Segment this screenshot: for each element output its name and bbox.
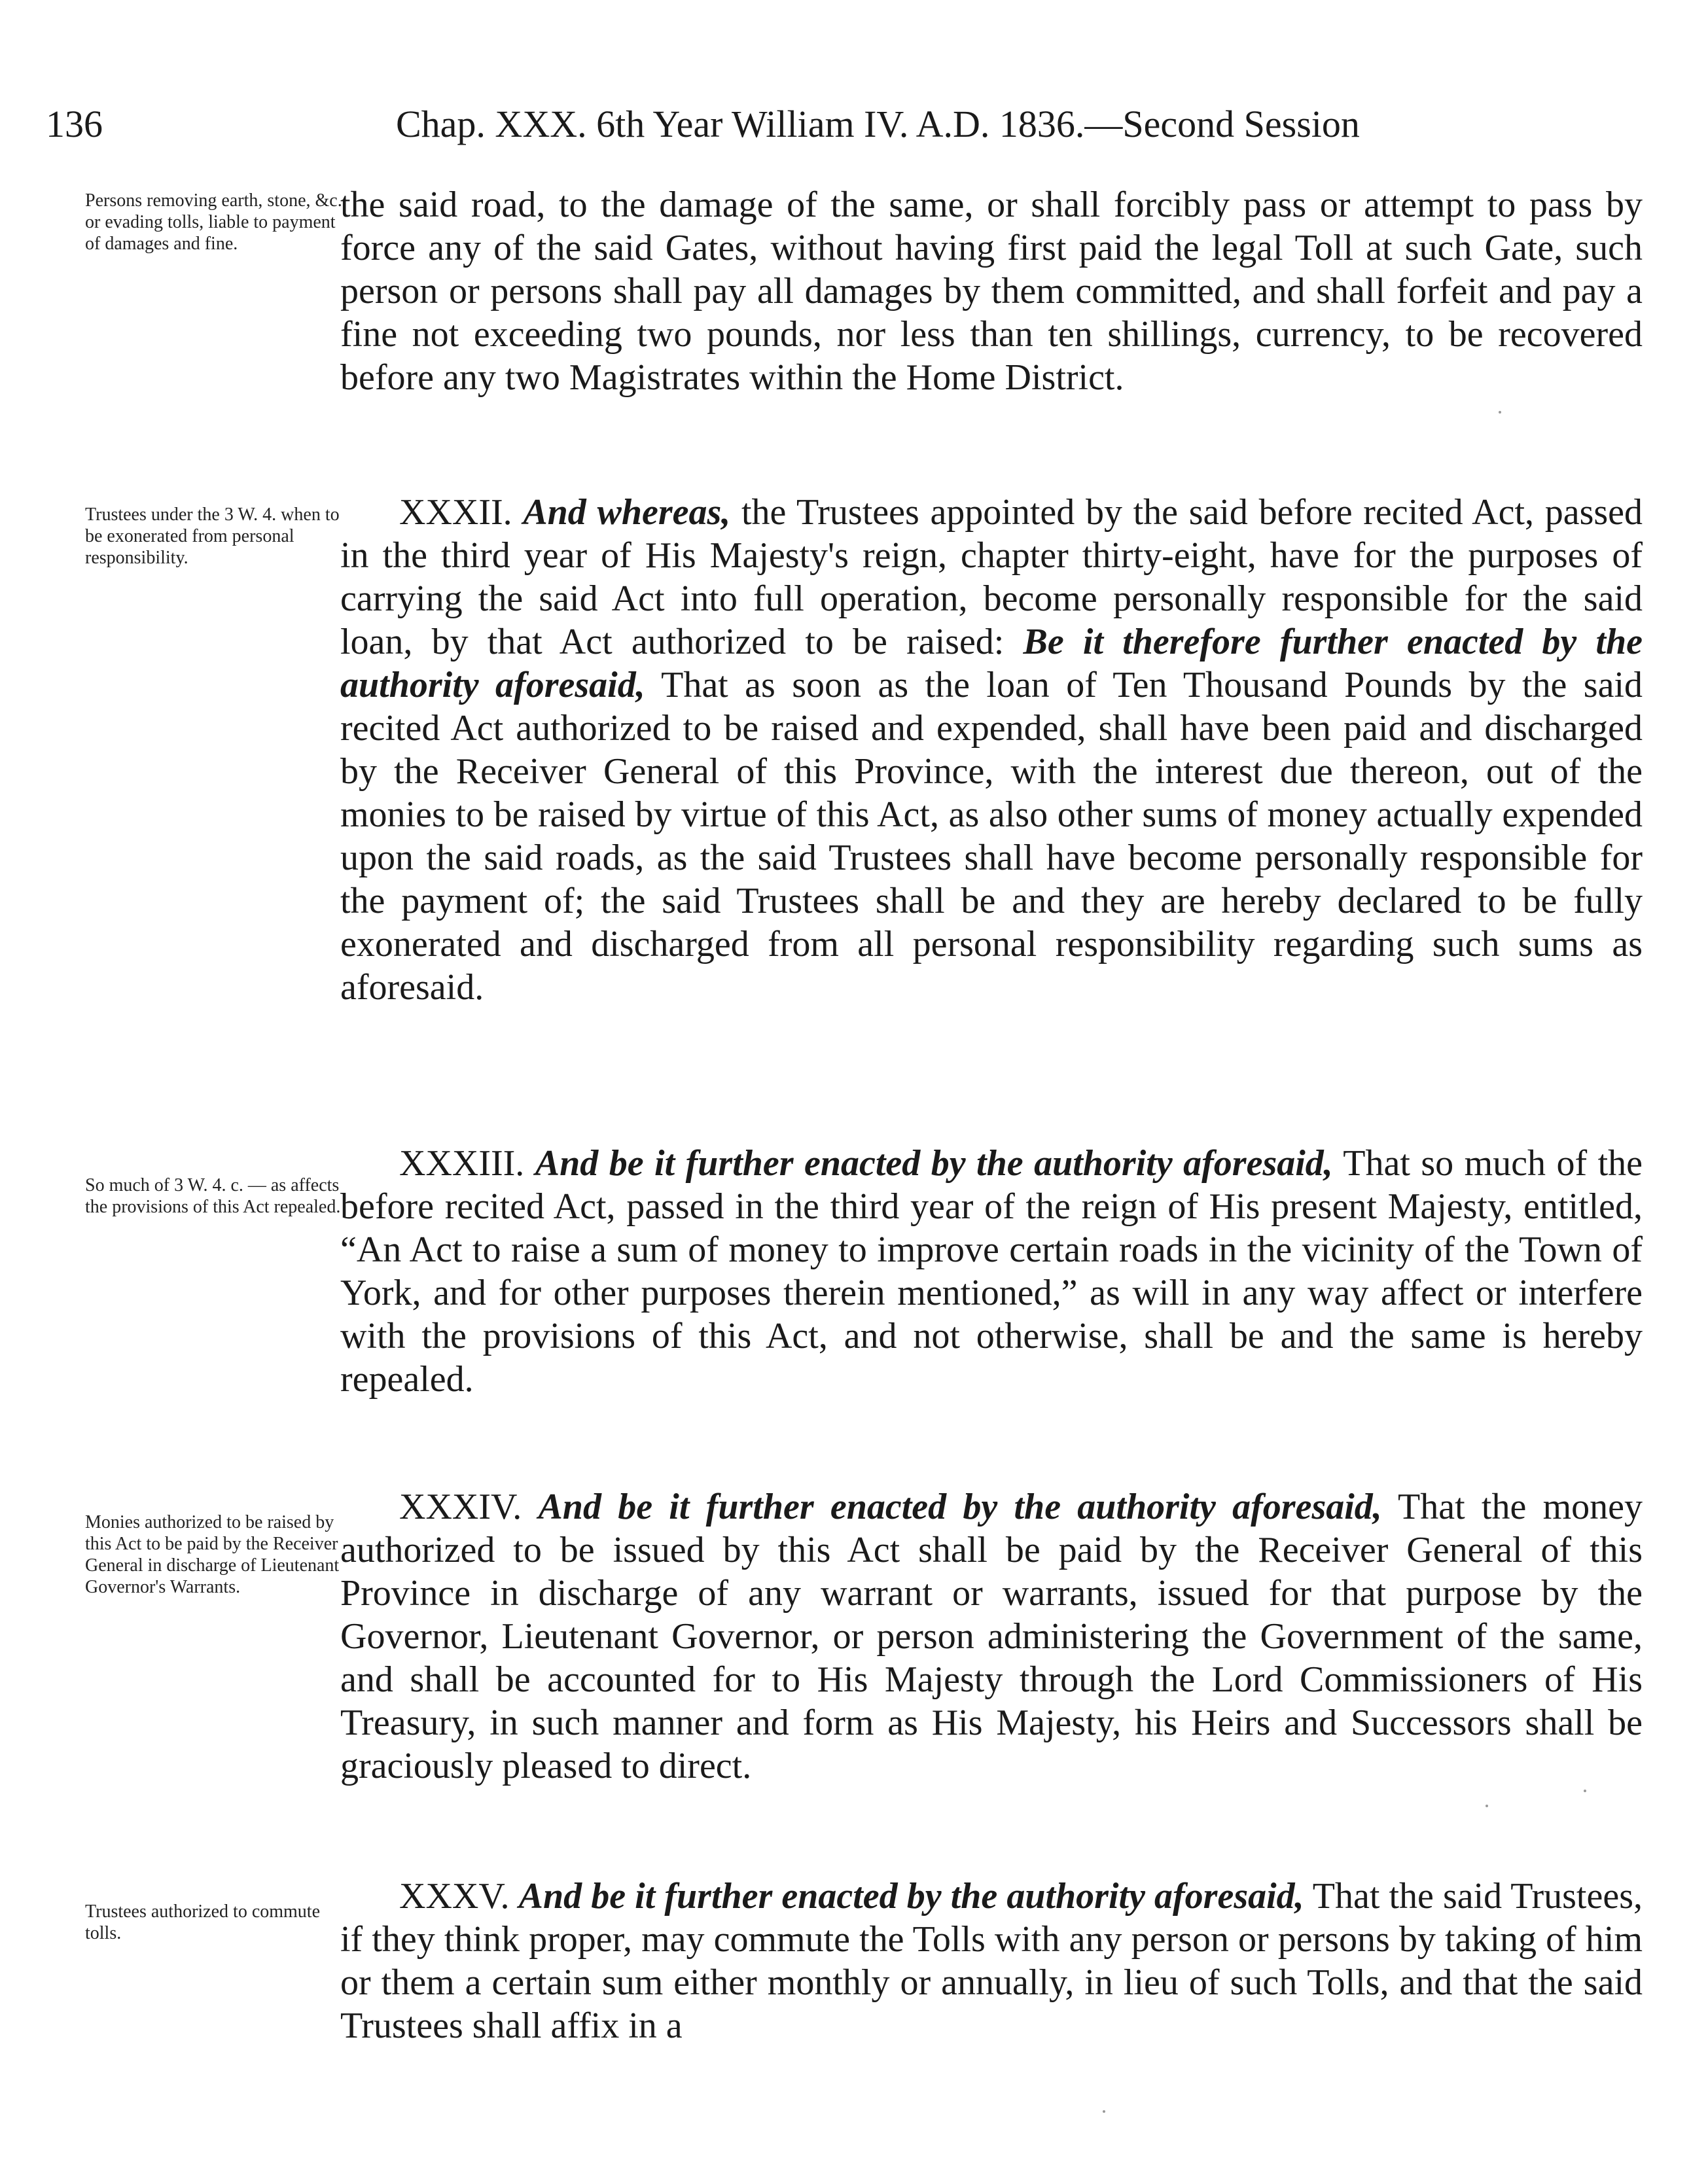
section-xxxiv (340, 1485, 1643, 1788)
section-number: XXXV. (399, 1876, 510, 1917)
section-xxxiii (340, 1142, 1643, 1401)
print-speck (1499, 411, 1501, 414)
margin-note-monies-warrants: Monies authorized to be raised by this Act to be paid by the Receiver General in discharge of Lieutenant Governor's Warrants. (85, 1512, 340, 1597)
section-number: XXXII. (399, 492, 512, 533)
section-continuation (340, 183, 1643, 399)
section-text: That the money authorized to be issued by this Act shall be paid by the Receiver General of this Province in discharge of any warrant or warrants, issued for that purpose by the Governor, Lieutenant Governor, or person administering the Government of the same, and shall be accounted for to His Majesty through the Lord Commissioners of His Treasury, in such manner and form as His Majesty, his Heirs and Successors shall be graciously pleased to direct. (340, 1487, 1643, 1786)
margin-note-act-repealed: So much of 3 W. 4. c. — as affects the provisions of this Act repealed. (85, 1175, 341, 1217)
print-speck (1103, 2110, 1105, 2113)
section-text: That the said Trustees, if they think proper, may commute the Tolls with any person or persons by taking of him or them a certain sum either monthly or annually, in lieu of such Tolls, and that the said Trustees shall affix in a (340, 1876, 1643, 2046)
section-lead: And be it further enacted by the authority aforesaid, (518, 1876, 1304, 1917)
section-continuation-text: the said road, to the damage of the same, or shall forcibly pass or attempt to pass by force any of the said Gates, without having first paid the legal Toll at such Gate, such person or persons shall pay all damages by them committed, and shall forfeit and pay a fine not exceeding two pounds, nor less than ten shillings, currency, to be recovered before any two Magistrates within the Home District. (340, 185, 1643, 398)
section-text: That so much of the before recited Act, passed in the third year of the reign of His present Majesty, entitled, “An Act to raise a sum of money to improve certain roads in the vicinity of the Town of York, and for other purposes therein mentioned,” as will in any way affect or interfere with the provisions of this Act, and not otherwise, shall be and the same is hereby repealed. (340, 1143, 1643, 1400)
margin-note-tolls-damages: Persons removing earth, stone, &c. or evading tolls, liable to payment of damages and fine. (85, 190, 342, 254)
print-speck (1584, 1790, 1586, 1792)
section-text-continued: That as soon as the loan of Ten Thousand Pounds by the said recited Act authorized to be raised and expended, shall have been paid and discharged by the Receiver General of this Province, with the interest due thereon, out of the monies to be raised by virtue of this Act, as also other sums of money actually expended upon the said roads, as the said Trustees shall have become personally responsible for the payment of; the said Trustees shall be and they are hereby declared to be fully exonerated and discharged from all personal responsibility regarding such sums as aforesaid. (340, 665, 1643, 1008)
section-number: XXXIII. (399, 1143, 525, 1184)
section-xxxii (340, 491, 1643, 1009)
section-lead: And be it further enacted by the authority aforesaid, (535, 1143, 1333, 1184)
print-speck (1486, 1805, 1488, 1807)
page-header (46, 98, 1643, 150)
page-number: 136 (46, 103, 103, 145)
section-xxxv (340, 1875, 1643, 2047)
section-text: the Trustees appointed by the said before recited Act, passed in the third year of His Majesty's reign, chapter thirty-eight, have for the purposes of carrying the said Act into full operation, become personally responsible for the said loan, by that Act authorized to be raised: (340, 492, 1643, 662)
running-head: Chap. XXX. 6th Year William IV. A.D. 1836.—Second Session (396, 103, 1360, 145)
section-number: XXXIV. (399, 1487, 522, 1527)
section-enacting-clause: Be it therefore further enacted by the authority aforesaid, (340, 622, 1643, 705)
section-lead: And be it further enacted by the authority aforesaid, (538, 1487, 1382, 1527)
margin-note-commute-tolls: Trustees authorized to commute tolls. (85, 1901, 321, 1943)
margin-note-trustees-exonerated: Trustees under the 3 W. 4. when to be exonerated from personal responsibility. (85, 504, 340, 568)
section-lead: And whereas, (523, 492, 731, 533)
